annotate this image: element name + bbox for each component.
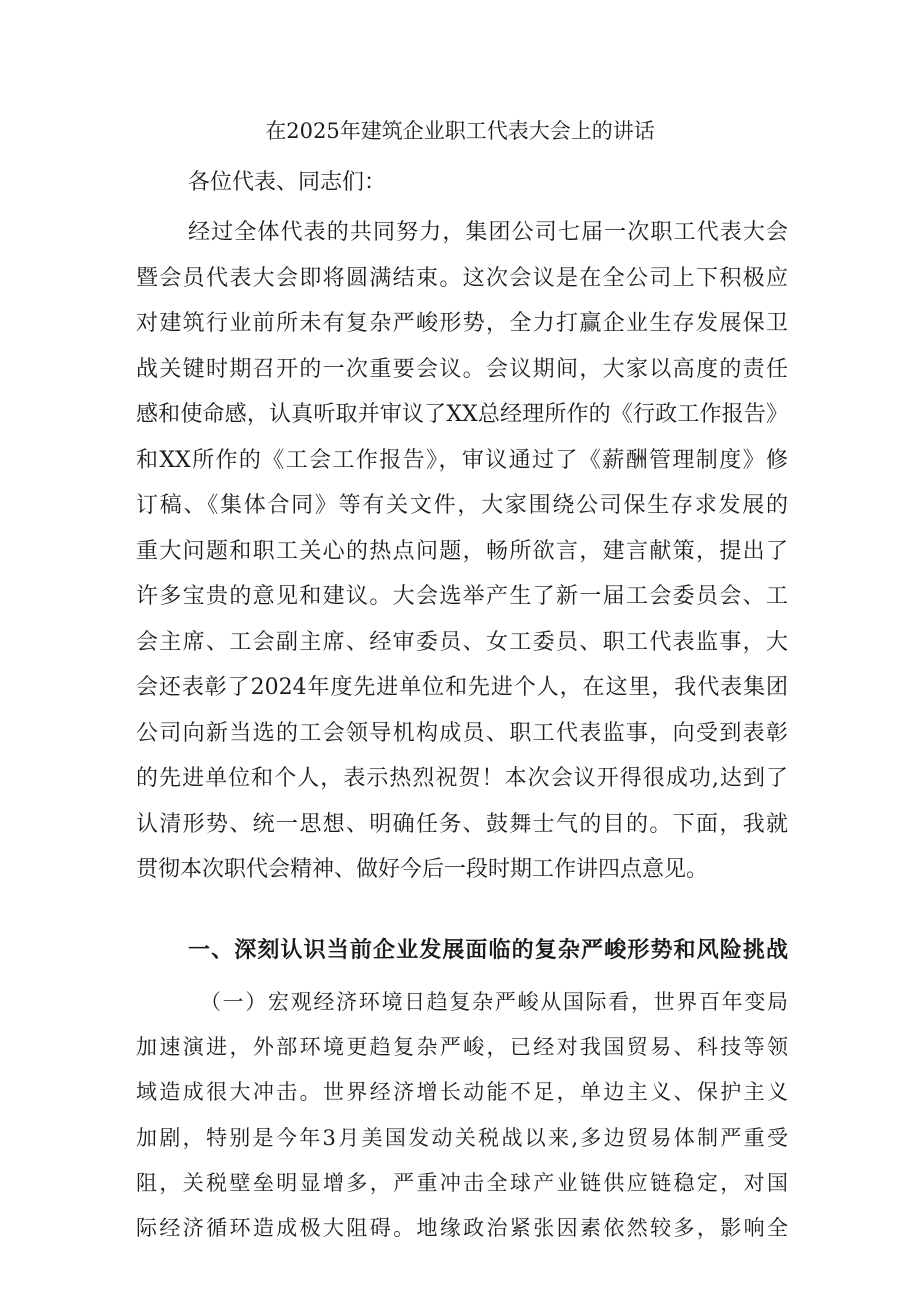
text-line: 重大问题和职工关心的热点问题，畅所欲言，建言献策，提出了 <box>136 538 788 564</box>
document-title: 在2025年建筑企业职工代表大会上的讲话 <box>265 119 655 143</box>
text-line: 加剧，特别是今年3月美国发动关税战以来,多边贸易体制严重受 <box>136 1125 788 1150</box>
section-heading: 一、深刻认识当前企业发展面临的复杂严峻形势和风险挑战 <box>188 937 788 963</box>
text-line: 订稿、《集体合同》等有关文件，大家围绕公司保生存求发展的 <box>136 493 788 518</box>
text-line: 贯彻本次职代会精神、做好今后一段时期工作讲四点意见。 <box>136 857 709 882</box>
text-line: 加速演进，外部环境更趋复杂严峻，已经对我国贸易、科技等领 <box>136 1035 788 1060</box>
text-line: （一）宏观经济环境日趋复杂严峻从国际看，世界百年变局 <box>200 990 788 1014</box>
paragraph-1 <box>136 210 788 893</box>
text-line: 战关键时期召开的一次重要会议。会议期间，大家以高度的责任 <box>136 356 788 382</box>
text-line: 会主席、工会副主席、经审委员、女工委员、职工代表监事，大 <box>136 629 788 655</box>
text-line: 际经济循环造成极大阻碍。地缘政治紧张因素依然较多，影响全 <box>136 1215 788 1240</box>
paragraph-2 <box>136 980 788 1251</box>
text-line: 许多宝贵的意见和建议。大会选举产生了新一届工会委员会、工 <box>136 584 788 609</box>
text-line: 的先进单位和个人，表示热烈祝贺！本次会议开得很成功,达到了 <box>136 766 788 791</box>
text-line: 阻，关税壁垒明显增多，严重冲击全球产业链供应链稳定，对国 <box>136 1170 788 1195</box>
text-line: 感和使命感，认真听取并审议了XX总经理所作的《行政工作报告》 <box>136 402 788 427</box>
text-line: 认清形势、统一思想、明确任务、鼓舞士气的目的。下面，我就 <box>136 811 788 837</box>
text-line: 暨会员代表大会即将圆满结束。这次会议是在全公司上下积极应 <box>136 265 788 291</box>
text-line: 和XX所作的《工会工作报告》，审议通过了《薪酬管理制度》修 <box>136 447 788 473</box>
text-line: 公司向新当选的工会领导机构成员、职工代表监事，向受到表彰 <box>136 720 788 746</box>
greeting: 各位代表、同志们： <box>188 170 387 195</box>
text-line: 经过全体代表的共同努力，集团公司七届一次职工代表大会 <box>188 220 788 245</box>
text-line: 会还表彰了2024年度先进单位和先进个人，在这里，我代表集团 <box>136 675 788 700</box>
text-line: 域造成很大冲击。世界经济增长动能不足，单边主义、保护主义 <box>136 1080 788 1105</box>
text-line: 对建筑行业前所未有复杂严峻形势，全力打赢企业生存发展保卫 <box>136 311 788 336</box>
